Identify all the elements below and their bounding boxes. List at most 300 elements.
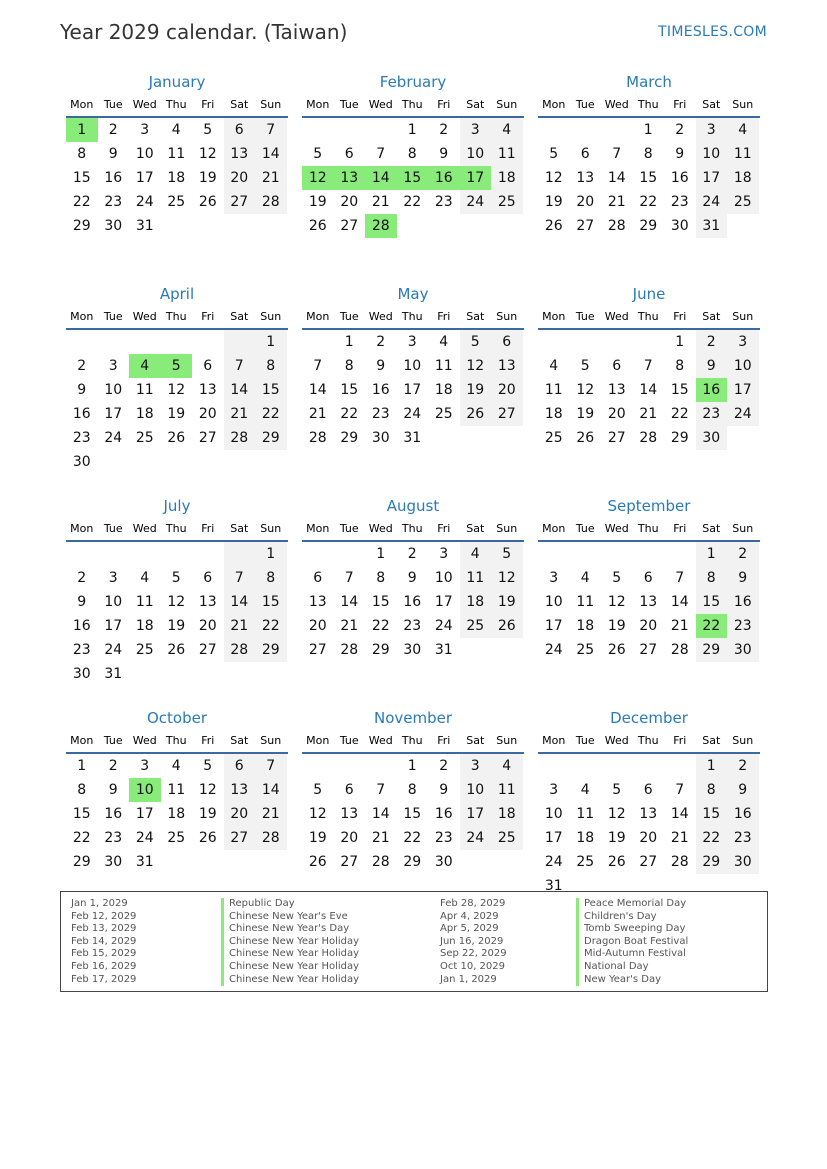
day-cell: 30 xyxy=(727,638,759,662)
day-cell: 25 xyxy=(576,642,595,658)
day-cell: 27 xyxy=(576,218,595,234)
empty-cell xyxy=(727,426,759,450)
day-cell: 23 xyxy=(727,614,759,638)
day-cell: 13 xyxy=(308,594,327,610)
empty-cell xyxy=(255,850,287,874)
empty-cell xyxy=(192,850,224,874)
empty-cell xyxy=(460,426,492,450)
day-cell: 17 xyxy=(104,618,123,634)
weekday-label: Tue xyxy=(103,522,123,535)
day-cell: 10 xyxy=(129,778,161,802)
empty-cell xyxy=(161,330,193,354)
weekday-label: Thu xyxy=(637,310,659,323)
day-cell: 5 xyxy=(161,354,193,378)
day-cell: 20 xyxy=(224,802,256,826)
day-cell: 25 xyxy=(460,614,492,638)
day-cell: 10 xyxy=(460,142,492,166)
month-july xyxy=(66,494,288,706)
empty-cell xyxy=(161,450,193,474)
day-cell: 1 xyxy=(255,330,287,354)
weekday-label: Wed xyxy=(368,734,393,747)
empty-cell xyxy=(334,118,366,142)
day-cell: 4 xyxy=(439,334,449,350)
day-cell: 12 xyxy=(607,806,626,822)
day-cell: 22 xyxy=(403,830,422,846)
weekday-label: Sat xyxy=(230,522,249,535)
day-cell: 19 xyxy=(576,406,595,422)
day-cell: 1 xyxy=(696,754,728,778)
day-cell: 9 xyxy=(439,146,449,162)
day-cell: 10 xyxy=(544,806,563,822)
day-cell: 11 xyxy=(135,594,154,610)
day-cell: 31 xyxy=(135,854,154,870)
empty-cell xyxy=(538,542,570,566)
day-cell: 16 xyxy=(72,618,91,634)
day-cell: 24 xyxy=(460,826,492,850)
day-cell: 11 xyxy=(727,142,759,166)
day-cell: 4 xyxy=(727,118,759,142)
day-cell: 29 xyxy=(255,638,287,662)
day-cell: 18 xyxy=(460,590,492,614)
empty-cell xyxy=(570,754,602,778)
day-cell: 8 xyxy=(696,566,728,590)
day-cell: 16 xyxy=(434,806,453,822)
day-cell: 4 xyxy=(460,542,492,566)
day-cell: 22 xyxy=(696,826,728,850)
month-name: November xyxy=(373,709,453,727)
day-cell: 1 xyxy=(643,122,653,138)
day-cell: 6 xyxy=(313,570,323,586)
day-cell: 19 xyxy=(491,590,523,614)
empty-cell xyxy=(601,118,633,142)
holiday-name: Tomb Sweeping Day xyxy=(584,923,686,935)
day-cell: 18 xyxy=(135,618,154,634)
day-cell: 2 xyxy=(77,358,87,374)
weekday-label: Sun xyxy=(732,522,754,535)
empty-cell xyxy=(161,662,193,686)
brand-link[interactable]: TIMESLES.COM xyxy=(658,24,767,40)
day-cell: 11 xyxy=(460,566,492,590)
day-cell: 7 xyxy=(344,570,354,586)
empty-cell xyxy=(664,754,696,778)
day-cell: 18 xyxy=(167,170,186,186)
weekday-label: Thu xyxy=(401,734,423,747)
day-cell: 10 xyxy=(104,382,123,398)
day-cell: 4 xyxy=(491,118,523,142)
day-cell: 18 xyxy=(544,406,563,422)
day-cell: 13 xyxy=(224,142,256,166)
holiday-name: Peace Memorial Day xyxy=(584,898,687,909)
weekday-label: Sun xyxy=(260,734,282,747)
day-cell: 15 xyxy=(403,806,422,822)
day-cell: 13 xyxy=(576,170,595,186)
empty-cell xyxy=(66,330,98,354)
day-cell: 24 xyxy=(544,854,563,870)
day-cell: 11 xyxy=(434,358,453,374)
day-cell: 28 xyxy=(607,218,626,234)
day-cell: 10 xyxy=(135,146,154,162)
weekday-label: Sun xyxy=(260,310,282,323)
day-cell: 21 xyxy=(371,830,390,846)
day-grid xyxy=(538,118,760,238)
day-cell: 10 xyxy=(544,594,563,610)
day-cell: 11 xyxy=(167,782,186,798)
day-cell: 30 xyxy=(104,218,123,234)
empty-cell xyxy=(460,638,492,662)
day-cell: 16 xyxy=(727,802,759,826)
weekday-header xyxy=(66,306,288,330)
weekday-label: Tue xyxy=(103,310,123,323)
day-cell: 22 xyxy=(639,194,658,210)
day-cell: 25 xyxy=(491,190,523,214)
month-december xyxy=(538,706,760,918)
day-cell: 31 xyxy=(434,642,453,658)
empty-cell xyxy=(460,850,492,874)
weekday-label: Sat xyxy=(702,310,721,323)
day-cell: 26 xyxy=(491,614,523,638)
day-grid xyxy=(538,754,760,898)
day-cell: 24 xyxy=(727,402,759,426)
month-name: March xyxy=(626,73,672,91)
empty-cell xyxy=(129,542,161,566)
day-cell: 14 xyxy=(670,806,689,822)
holiday-name: Republic Day xyxy=(229,898,295,909)
day-cell: 12 xyxy=(491,566,523,590)
day-cell: 18 xyxy=(167,806,186,822)
day-cell: 26 xyxy=(198,830,217,846)
day-grid xyxy=(66,542,288,686)
holiday-name: Chinese New Year's Eve xyxy=(229,910,348,922)
day-cell: 29 xyxy=(371,642,390,658)
holiday-name: Dragon Boat Festival xyxy=(584,935,689,947)
empty-cell xyxy=(601,330,633,354)
weekday-label: Tue xyxy=(339,98,359,111)
day-cell: 23 xyxy=(403,618,422,634)
day-cell: 8 xyxy=(675,358,685,374)
page-title: Year 2029 calendar. (Taiwan) xyxy=(60,20,348,44)
empty-cell xyxy=(334,542,366,566)
day-cell: 5 xyxy=(612,570,622,586)
day-cell: 16 xyxy=(72,406,91,422)
day-grid xyxy=(302,542,524,662)
day-cell: 23 xyxy=(434,194,453,210)
day-cell: 27 xyxy=(198,642,217,658)
holiday-name: National Day xyxy=(584,960,649,972)
month-name: May xyxy=(397,285,429,303)
holiday-date: Feb 12, 2029 xyxy=(71,910,137,922)
day-cell: 2 xyxy=(727,754,759,778)
weekday-label: Sat xyxy=(466,98,485,111)
weekday-label: Tue xyxy=(575,98,595,111)
day-cell: 25 xyxy=(544,430,563,446)
empty-cell xyxy=(302,330,334,354)
day-cell: 5 xyxy=(203,758,213,774)
day-cell: 13 xyxy=(639,594,658,610)
day-cell: 2 xyxy=(727,542,759,566)
empty-cell xyxy=(491,850,523,874)
day-cell: 19 xyxy=(167,618,186,634)
day-cell: 15 xyxy=(670,382,689,398)
weekday-label: Fri xyxy=(201,734,215,747)
weekday-label: Sun xyxy=(732,734,754,747)
day-cell: 16 xyxy=(428,166,460,190)
day-cell: 16 xyxy=(670,170,689,186)
empty-cell xyxy=(302,118,334,142)
day-cell: 12 xyxy=(308,806,327,822)
weekday-label: Sat xyxy=(230,734,249,747)
weekday-label: Sat xyxy=(230,98,249,111)
day-cell: 16 xyxy=(403,594,422,610)
weekday-label: Fri xyxy=(437,310,451,323)
day-cell: 19 xyxy=(607,618,626,634)
month-name: April xyxy=(159,285,195,303)
day-cell: 24 xyxy=(104,642,123,658)
day-cell: 7 xyxy=(313,358,323,374)
day-cell: 11 xyxy=(135,382,154,398)
day-cell: 19 xyxy=(544,194,563,210)
month-april xyxy=(66,282,288,494)
day-cell: 27 xyxy=(639,642,658,658)
day-cell: 7 xyxy=(224,566,256,590)
day-cell: 24 xyxy=(460,190,492,214)
day-cell: 7 xyxy=(255,754,287,778)
weekday-label: Fri xyxy=(201,522,215,535)
day-cell: 24 xyxy=(544,642,563,658)
day-cell: 28 xyxy=(224,426,256,450)
weekday-label: Tue xyxy=(575,734,595,747)
weekday-label: Tue xyxy=(575,310,595,323)
holiday-date: Jan 1, 2029 xyxy=(71,898,128,909)
day-cell: 27 xyxy=(198,430,217,446)
day-cell: 23 xyxy=(434,830,453,846)
day-grid xyxy=(538,330,760,450)
day-cell: 3 xyxy=(549,782,559,798)
holiday-name: Chinese New Year Holiday xyxy=(229,973,360,985)
day-cell: 22 xyxy=(403,194,422,210)
weekday-header xyxy=(302,94,524,118)
day-cell: 19 xyxy=(167,406,186,422)
day-cell: 14 xyxy=(639,382,658,398)
day-cell: 6 xyxy=(344,146,354,162)
weekday-label: Wed xyxy=(132,522,157,535)
day-cell: 20 xyxy=(639,618,658,634)
empty-cell xyxy=(161,214,193,238)
day-cell: 29 xyxy=(696,850,728,874)
weekday-label: Tue xyxy=(339,310,359,323)
day-cell: 21 xyxy=(670,830,689,846)
day-cell: 21 xyxy=(255,802,287,826)
empty-cell xyxy=(302,542,334,566)
day-cell: 27 xyxy=(639,854,658,870)
day-cell: 13 xyxy=(224,778,256,802)
empty-cell xyxy=(255,214,287,238)
holiday-names-right xyxy=(576,898,688,986)
day-cell: 6 xyxy=(612,358,622,374)
day-cell: 28 xyxy=(340,642,359,658)
weekday-label: Wed xyxy=(368,522,393,535)
weekday-label: Tue xyxy=(575,522,595,535)
empty-cell xyxy=(302,754,334,778)
weekday-label: Mon xyxy=(542,522,566,535)
day-cell: 15 xyxy=(340,382,359,398)
weekday-label: Wed xyxy=(132,734,157,747)
day-cell: 8 xyxy=(77,146,87,162)
day-cell: 12 xyxy=(198,146,217,162)
weekday-label: Tue xyxy=(339,522,359,535)
weekday-label: Mon xyxy=(70,522,94,535)
day-cell: 13 xyxy=(198,382,217,398)
day-cell: 28 xyxy=(670,642,689,658)
day-cell: 29 xyxy=(639,218,658,234)
day-cell: 21 xyxy=(340,618,359,634)
day-cell: 18 xyxy=(491,166,523,190)
weekday-label: Thu xyxy=(165,98,187,111)
day-cell: 22 xyxy=(72,830,91,846)
empty-cell xyxy=(633,754,665,778)
day-cell: 4 xyxy=(171,122,181,138)
weekday-label: Wed xyxy=(604,522,629,535)
weekday-header xyxy=(66,730,288,754)
weekday-header xyxy=(538,730,760,754)
weekday-label: Sat xyxy=(702,522,721,535)
day-cell: 28 xyxy=(255,826,287,850)
weekday-label: Thu xyxy=(401,522,423,535)
day-cell: 14 xyxy=(670,594,689,610)
weekday-label: Fri xyxy=(437,522,451,535)
holiday-date: Feb 13, 2029 xyxy=(71,923,137,935)
holiday-date: Feb 15, 2029 xyxy=(71,948,137,960)
day-cell: 1 xyxy=(675,334,685,350)
day-cell: 28 xyxy=(639,430,658,446)
day-cell: 1 xyxy=(696,542,728,566)
day-cell: 15 xyxy=(696,802,728,826)
empty-cell xyxy=(633,330,665,354)
day-cell: 17 xyxy=(135,170,154,186)
day-cell: 3 xyxy=(407,334,417,350)
weekday-label: Wed xyxy=(604,310,629,323)
day-cell: 28 xyxy=(365,214,397,238)
day-cell: 4 xyxy=(491,754,523,778)
month-august xyxy=(302,494,524,706)
day-cell: 23 xyxy=(727,826,759,850)
day-cell: 11 xyxy=(167,146,186,162)
day-cell: 3 xyxy=(439,546,449,562)
day-cell: 15 xyxy=(371,594,390,610)
day-cell: 13 xyxy=(491,354,523,378)
day-cell: 20 xyxy=(491,378,523,402)
day-cell: 28 xyxy=(255,190,287,214)
empty-cell xyxy=(224,662,256,686)
empty-cell xyxy=(224,850,256,874)
day-cell: 17 xyxy=(104,406,123,422)
empty-cell xyxy=(601,754,633,778)
day-cell: 29 xyxy=(670,430,689,446)
day-cell: 8 xyxy=(407,782,417,798)
day-cell: 4 xyxy=(129,354,161,378)
day-cell: 2 xyxy=(108,122,118,138)
day-cell: 27 xyxy=(491,402,523,426)
empty-cell xyxy=(255,450,287,474)
day-cell: 8 xyxy=(696,778,728,802)
weekday-label: Wed xyxy=(132,98,157,111)
weekday-label: Mon xyxy=(306,98,330,111)
day-cell: 5 xyxy=(313,782,323,798)
empty-cell xyxy=(460,214,492,238)
day-cell: 7 xyxy=(224,354,256,378)
day-cell: 6 xyxy=(643,782,653,798)
day-cell: 7 xyxy=(376,782,386,798)
day-cell: 6 xyxy=(203,358,213,374)
day-cell: 19 xyxy=(198,170,217,186)
day-cell: 20 xyxy=(340,194,359,210)
weekday-label: Wed xyxy=(604,734,629,747)
day-cell: 27 xyxy=(340,854,359,870)
empty-cell xyxy=(98,330,130,354)
empty-cell xyxy=(192,330,224,354)
day-cell: 3 xyxy=(108,358,118,374)
month-name: June xyxy=(632,285,666,303)
day-cell: 9 xyxy=(77,594,87,610)
day-cell: 27 xyxy=(224,190,256,214)
day-cell: 5 xyxy=(460,330,492,354)
day-cell: 2 xyxy=(77,570,87,586)
day-cell: 20 xyxy=(576,194,595,210)
day-cell: 25 xyxy=(167,194,186,210)
day-cell: 8 xyxy=(255,566,287,590)
month-november xyxy=(302,706,524,918)
day-cell: 8 xyxy=(407,146,417,162)
weekday-label: Sat xyxy=(466,734,485,747)
weekday-label: Sat xyxy=(230,310,249,323)
weekday-header xyxy=(538,94,760,118)
empty-cell xyxy=(491,214,523,238)
day-cell: 25 xyxy=(135,642,154,658)
day-cell: 9 xyxy=(727,778,759,802)
day-grid xyxy=(66,330,288,474)
weekday-label: Thu xyxy=(165,734,187,747)
empty-cell xyxy=(129,450,161,474)
weekday-label: Fri xyxy=(673,734,687,747)
day-cell: 2 xyxy=(675,122,685,138)
day-cell: 7 xyxy=(675,570,685,586)
day-cell: 13 xyxy=(607,382,626,398)
day-cell: 22 xyxy=(670,406,689,422)
day-cell: 4 xyxy=(580,782,590,798)
weekday-label: Sat xyxy=(466,522,485,535)
day-cell: 31 xyxy=(104,666,123,682)
day-cell: 18 xyxy=(491,802,523,826)
day-cell: 31 xyxy=(696,214,728,238)
month-name: February xyxy=(379,73,447,91)
day-cell: 4 xyxy=(549,358,559,374)
day-cell: 14 xyxy=(371,806,390,822)
weekday-label: Sat xyxy=(466,310,485,323)
day-cell: 23 xyxy=(670,194,689,210)
day-cell: 6 xyxy=(224,754,256,778)
day-cell: 20 xyxy=(308,618,327,634)
day-cell: 19 xyxy=(460,378,492,402)
day-grid xyxy=(302,754,524,874)
day-cell: 21 xyxy=(371,194,390,210)
day-cell: 10 xyxy=(104,594,123,610)
day-cell: 1 xyxy=(376,546,386,562)
day-cell: 15 xyxy=(397,166,429,190)
day-cell: 31 xyxy=(403,430,422,446)
day-cell: 21 xyxy=(224,614,256,638)
weekday-header xyxy=(66,94,288,118)
day-cell: 12 xyxy=(302,166,334,190)
day-cell: 7 xyxy=(675,782,685,798)
